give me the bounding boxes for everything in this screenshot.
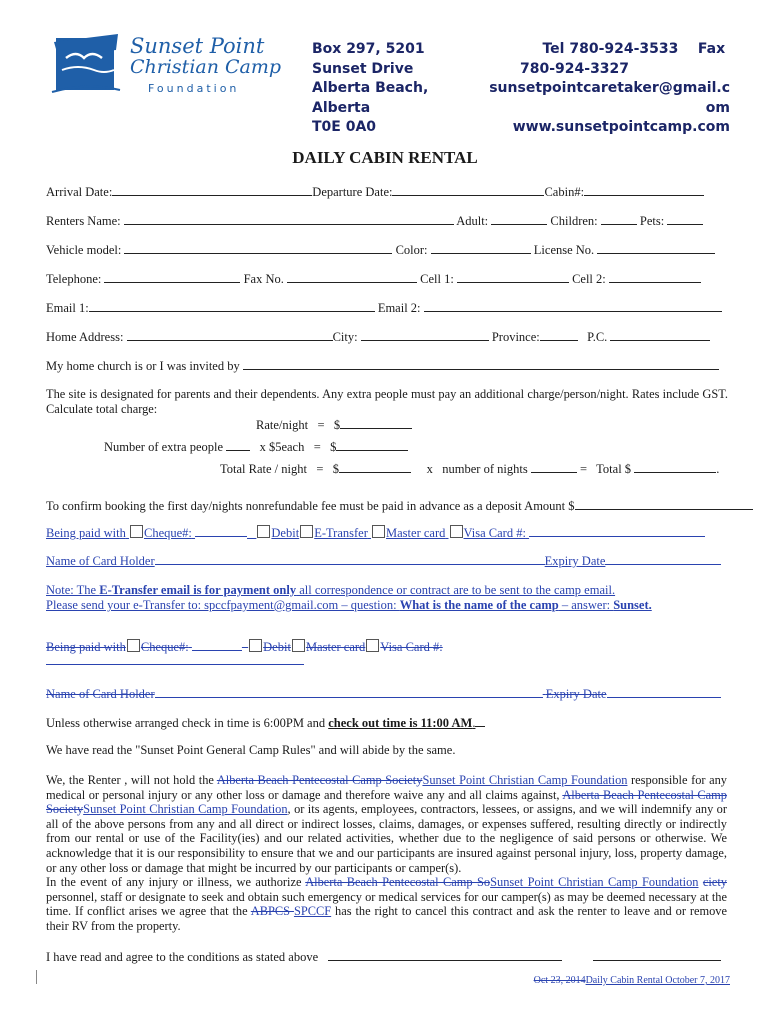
address-line5: T0E 0A0 — [312, 119, 377, 135]
church-field[interactable] — [243, 357, 719, 370]
logo-line3: Foundation — [148, 82, 240, 95]
tel-number: Tel 780-924-3533 — [542, 41, 679, 57]
visa-checkbox-old[interactable] — [366, 639, 379, 652]
card-holder-row-2 — [46, 685, 721, 702]
contact-email-cont: om — [705, 99, 730, 116]
card-number-line-old — [46, 664, 304, 665]
arrival-field[interactable] — [112, 183, 312, 196]
vehicle-field[interactable] — [124, 241, 392, 254]
dollar-sign: $ — [330, 440, 337, 454]
cheque-checkbox-old[interactable] — [127, 639, 140, 652]
deleted-org-2: Alberta Beach Pentecostal Camp Society — [46, 787, 728, 817]
home-field[interactable] — [127, 328, 333, 341]
debit-checkbox[interactable] — [257, 525, 270, 538]
checkout-line — [475, 714, 485, 727]
card-holder-label: Name of Card Holder — [46, 554, 155, 568]
etransfer-note — [46, 583, 652, 613]
renters-field[interactable] — [124, 212, 454, 225]
payment-row-2 — [46, 638, 443, 655]
note-bold: E-Transfer email is for payment only — [99, 583, 297, 597]
card-holder-field-old[interactable] — [155, 685, 543, 698]
liability-text-3: , or its agents, employees, contractors, lessees, or assigns, and we will indemnify any or all of the above persons from any and all direct or indirect losses, claims, damages, or expenses suffered, resulting directly or indirectly from our rental or use of the Facility(ies) and our related activities, whether due to the negligence of said persons or otherwise. We acknowledge that it is our responsibility to ensure that we and our participants are insured against personal injury, loss, property damage, or any other loss or damage that might be incurred by our participants or camper(s). — [46, 802, 728, 875]
checkin-text: Unless otherwise arranged check in time is 6:00PM and — [46, 716, 329, 730]
debit-checkbox-old[interactable] — [249, 639, 262, 652]
extra-people-label: Number of extra people — [104, 440, 224, 454]
departure-field[interactable] — [392, 183, 544, 196]
cell1-field[interactable] — [457, 270, 569, 283]
deleted-org-4: ciety — [702, 875, 727, 890]
pets-field[interactable] — [667, 212, 703, 225]
liability-paragraph — [46, 773, 727, 934]
liability-text-1: We, the Renter , will not hold the — [46, 773, 217, 787]
note-rest: all correspondence or contract are to be sent to the camp email. — [296, 583, 616, 597]
telephone-label: Telephone: — [46, 272, 102, 286]
extra-people-row — [104, 438, 408, 455]
church-label: My home church is or I was invited by — [46, 359, 240, 373]
home-label: Home Address: — [46, 330, 124, 344]
card-holder-row-1 — [46, 552, 721, 569]
mastercard-checkbox[interactable] — [372, 525, 385, 538]
signature-field[interactable] — [328, 948, 562, 961]
page-title: DAILY CABIN RENTAL — [292, 148, 478, 167]
inserted-abbrev: SPCCF — [293, 904, 332, 919]
children-label: Children: — [550, 214, 598, 228]
pc-field[interactable] — [610, 328, 710, 341]
inserted-org-2: Sunset Point Christian Camp Foundation — [83, 802, 288, 817]
vehicle-label: Vehicle model: — [46, 243, 122, 257]
total-label: Total $ — [596, 462, 632, 476]
province-field[interactable] — [540, 328, 578, 341]
email1-label: Email 1: — [46, 301, 89, 315]
cell2-field[interactable] — [609, 270, 701, 283]
fax-number: 780-924-3327 — [520, 60, 630, 77]
fax-label-field: Fax No. — [243, 272, 284, 286]
authorize-text-3: has the right to cancel this contract and ask the renter to leave and or remove their RV from the property. — [46, 904, 727, 933]
contact-email[interactable]: sunsetpointcaretaker@gmail.c — [489, 80, 730, 96]
license-label: License No. — [533, 243, 595, 257]
eq-sign: = — [579, 462, 588, 476]
row-vehicle — [46, 241, 715, 258]
fax-label: Fax — [697, 41, 726, 57]
nights-field[interactable] — [531, 460, 577, 473]
deleted-abbrev: ABPCS — [250, 904, 294, 919]
payment-row-1 — [46, 524, 705, 541]
address-line2: Sunset Drive — [312, 60, 414, 77]
address-line1: Box 297, 5201 — [312, 41, 425, 57]
being-paid-label: Being paid with — [46, 526, 126, 540]
visa-label: Visa Card #: — [463, 526, 526, 540]
fax-field[interactable] — [287, 270, 417, 283]
arrival-label: Arrival Date: — [46, 185, 113, 199]
card-holder-field[interactable] — [155, 552, 545, 565]
checkin-row — [46, 714, 485, 731]
cell2-label: Cell 2: — [572, 272, 606, 286]
province-label: Province: — [491, 330, 540, 344]
color-field[interactable] — [431, 241, 531, 254]
expiry-field[interactable] — [605, 552, 721, 565]
eq-sign: = — [316, 462, 324, 476]
departure-label: Departure Date: — [312, 185, 393, 199]
pc-label: P.C. — [587, 330, 608, 344]
cabin-label: Cabin#: — [544, 185, 585, 199]
adult-label: Adult: — [456, 214, 489, 228]
rate-night-label: Rate/night — [256, 418, 309, 432]
children-field[interactable] — [601, 212, 637, 225]
mastercard-label-old: Master card — [305, 640, 366, 654]
cheque-checkbox[interactable] — [130, 525, 143, 538]
note-question: What is the name of the camp — [399, 598, 559, 612]
visa-label-old: Visa Card #: — [380, 640, 443, 654]
period: . — [716, 462, 720, 476]
dollar-sign: $ — [333, 418, 341, 432]
renters-label: Renters Name: — [46, 214, 121, 228]
deleted-org-3: Alberta Beach Pentecostal Camp So — [305, 875, 491, 890]
footer-new-date: Daily Cabin Rental October 7, 2017 — [585, 975, 730, 986]
etransfer-label: E-Transfer — [314, 526, 368, 540]
row-telephone — [46, 270, 701, 287]
inserted-org-3: Sunset Point Christian Camp Foundation — [490, 875, 699, 890]
address-line3: Alberta Beach, — [312, 80, 429, 96]
cheque-label-old: Cheque#: — [140, 640, 189, 654]
note-answer: Sunset. — [613, 598, 652, 612]
debit-label-old: Debit — [263, 640, 291, 654]
total-field[interactable] — [634, 460, 716, 473]
margin-marker — [36, 970, 37, 984]
visa-checkbox[interactable] — [450, 525, 463, 538]
deposit-row — [46, 497, 753, 514]
total-rate-label: Total Rate / night — [220, 462, 307, 476]
row-dates — [46, 183, 704, 200]
expiry-label-old: Expiry Date — [545, 687, 607, 701]
note-prefix: Note: The — [46, 583, 100, 597]
note-answer-label: – answer: — [558, 598, 614, 612]
city-field[interactable] — [361, 328, 489, 341]
footer — [534, 975, 730, 986]
agree-row — [46, 948, 721, 965]
cheque-field[interactable] — [195, 524, 247, 537]
logo-line2: Christian Camp — [130, 56, 282, 78]
etransfer-checkbox[interactable] — [300, 525, 313, 538]
agree-text: I have read and agree to the conditions as stated above — [46, 950, 319, 964]
cheque-field-old[interactable] — [192, 638, 242, 651]
dollar-sign: $ — [332, 462, 340, 476]
email2-field[interactable] — [424, 299, 722, 312]
website-link[interactable]: www.sunsetpointcamp.com — [512, 119, 730, 135]
rates-intro: The site is designated for parents and their dependents. Any extra people must pay an additional charge/person/night. Rates include GST. Calculate total charge: — [46, 387, 728, 416]
license-field[interactable] — [597, 241, 715, 254]
rules-acknowledgement: We have read the "Sunset Point General Camp Rules" and will abide by the same. — [46, 743, 456, 757]
deposit-field[interactable] — [575, 497, 753, 510]
debit-label: Debit — [271, 526, 300, 540]
deposit-text: To confirm booking the first day/nights nonrefundable fee must be paid in advance as a deposit Amount $ — [46, 499, 575, 513]
x-each-label: x $5each — [259, 440, 305, 454]
eq-sign: = — [317, 418, 325, 432]
footer-old-date: Oct 23, 2014 — [533, 975, 586, 986]
rate-night-row — [256, 416, 412, 433]
cabin-field[interactable] — [584, 183, 704, 196]
inserted-org-1: Sunset Point Christian Camp Foundation — [422, 773, 628, 787]
expiry-label: Expiry Date — [544, 554, 606, 568]
adult-field[interactable] — [491, 212, 547, 225]
extra-people-field[interactable] — [226, 438, 250, 451]
rate-night-field[interactable] — [340, 416, 412, 429]
date-field[interactable] — [593, 948, 721, 961]
deleted-org-1: Alberta Beach Pentecostal Camp Society — [216, 773, 423, 787]
row-church — [46, 357, 719, 374]
email1-field[interactable] — [89, 299, 375, 312]
card-number-field[interactable] — [529, 524, 705, 537]
cheque-label: Cheque#: — [143, 526, 192, 540]
contact-block — [486, 40, 730, 138]
logo — [48, 30, 282, 102]
expiry-field-old[interactable] — [607, 685, 721, 698]
email2-label: Email 2: — [377, 301, 421, 315]
address-line4: Alberta — [312, 99, 371, 116]
mastercard-checkbox-old[interactable] — [292, 639, 305, 652]
checkout-time: check out time is 11:00 AM — [328, 716, 473, 730]
x-sign: x — [426, 462, 433, 476]
eq-sign: = — [313, 440, 321, 454]
extra-charge-field[interactable] — [336, 438, 408, 451]
row-address — [46, 328, 710, 345]
address-block — [312, 40, 428, 138]
being-paid-label-old: Being paid with — [46, 640, 126, 654]
total-rate-row — [220, 460, 719, 477]
pets-label: Pets: — [639, 214, 665, 228]
checkout-end: . — [472, 716, 476, 730]
nights-label: number of nights — [442, 462, 528, 476]
city-label: City: — [332, 330, 358, 344]
liability-text-2: responsible for any medical or personal injury or any other loss or damage and therefore waive any and all claims against, — [46, 773, 727, 802]
note-line2: Please send your e-Transfer to: spccfpayment@gmail.com – question: — [46, 598, 400, 612]
authorize-text-2: personnel, staff or designate to seek and obtain such emergency or medical services for our camper(s) as may be deemed necessary at the time. If conflict arises we agree that the — [46, 889, 727, 919]
color-label: Color: — [395, 243, 428, 257]
telephone-field[interactable] — [104, 270, 240, 283]
card-holder-label-old: Name of Card Holder — [46, 687, 155, 701]
row-email — [46, 299, 722, 316]
cell1-label: Cell 1: — [420, 272, 454, 286]
logo-line1: Sunset Point — [130, 34, 265, 58]
row-renters — [46, 212, 703, 229]
authorize-text-1: In the event of any injury or illness, we authorize — [46, 875, 306, 890]
mastercard-label: Master card — [386, 526, 446, 540]
total-rate-field[interactable] — [339, 460, 411, 473]
